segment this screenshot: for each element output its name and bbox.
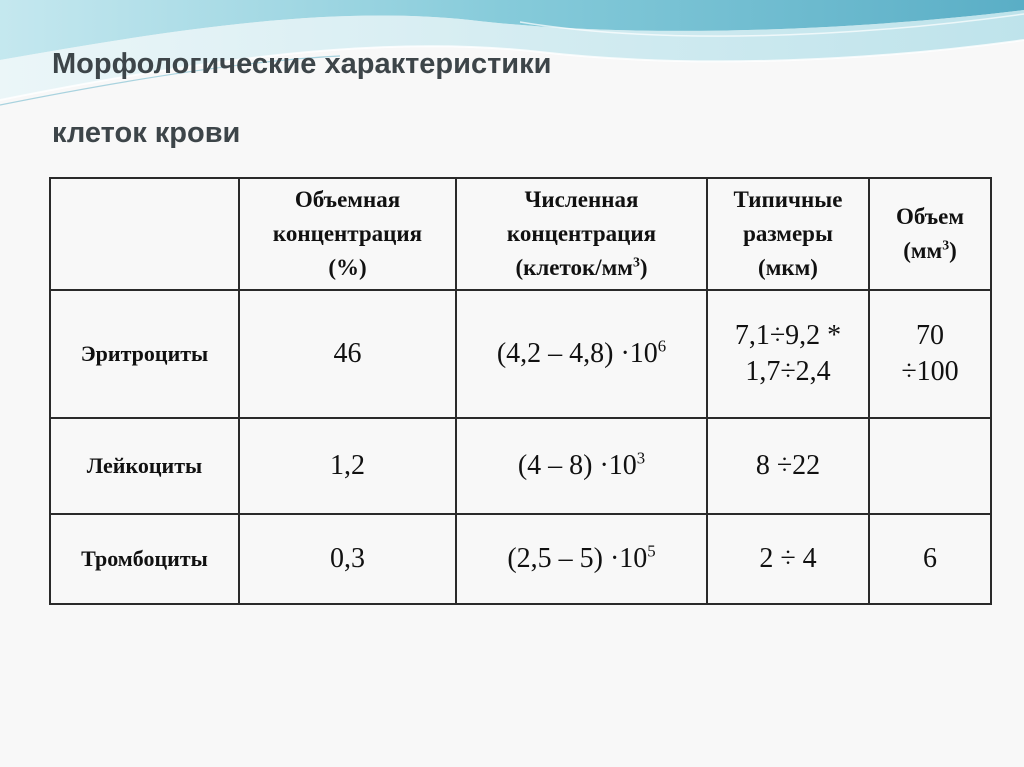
header-text: Типичные [733, 187, 843, 212]
cell-size [707, 290, 869, 418]
row-label: Лейкоциты [50, 418, 239, 514]
count-base: (4 – 8) ·10 [517, 450, 637, 481]
row-label: Тромбоциты [50, 514, 239, 604]
header-text: ) [639, 255, 648, 280]
cell-size: 2 ÷ 4 [707, 514, 869, 604]
cell-volume [869, 290, 991, 418]
title-line-1: Морфологические характеристики [52, 48, 552, 80]
header-text: размеры [743, 221, 833, 246]
cell-count [456, 514, 707, 604]
cell-volume [869, 418, 991, 514]
header-typical-sizes [707, 178, 869, 290]
header-text: ) [949, 238, 957, 263]
header-text: Численная [524, 187, 639, 212]
header-text: Объемная [294, 187, 401, 212]
size-line: 1,7÷2,4 [745, 356, 831, 387]
cell-volume-pct: 1,2 [239, 418, 456, 514]
volume-line: ÷100 [901, 356, 959, 387]
table-row [50, 418, 991, 514]
header-text: Объем [895, 204, 965, 229]
superscript: 3 [942, 237, 950, 253]
header-volume-concentration [239, 178, 456, 290]
cell-count [456, 418, 707, 514]
count-base: (4,2 – 4,8) ·10 [496, 338, 658, 369]
table-row [50, 290, 991, 418]
row-label: Эритроциты [50, 290, 239, 418]
count-base: (2,5 – 5) ·10 [507, 543, 648, 574]
header-empty [50, 178, 239, 290]
cell-volume: 6 [869, 514, 991, 604]
cell-volume-pct: 46 [239, 290, 456, 418]
cell-size: 8 ÷22 [707, 418, 869, 514]
blood-cells-table [49, 177, 992, 605]
count-exponent: 3 [636, 448, 646, 468]
table-header-row [50, 178, 991, 290]
table-row [50, 514, 991, 604]
header-numeric-concentration [456, 178, 707, 290]
header-volume [869, 178, 991, 290]
size-line: 7,1÷9,2 * [734, 320, 842, 351]
cell-count [456, 290, 707, 418]
superscript: 3 [632, 254, 640, 270]
count-exponent: 6 [657, 336, 667, 356]
header-text: (клеток/мм [515, 255, 633, 280]
count-exponent: 5 [647, 541, 656, 561]
cell-volume-pct: 0,3 [239, 514, 456, 604]
header-text: концентрация [506, 221, 657, 246]
header-text: (%) [328, 255, 367, 280]
header-text: (мкм) [758, 255, 818, 280]
volume-line: 70 [916, 320, 944, 351]
title-line-2: клеток крови [52, 117, 241, 149]
header-text: концентрация [272, 221, 423, 246]
header-text: (мм [903, 238, 943, 263]
